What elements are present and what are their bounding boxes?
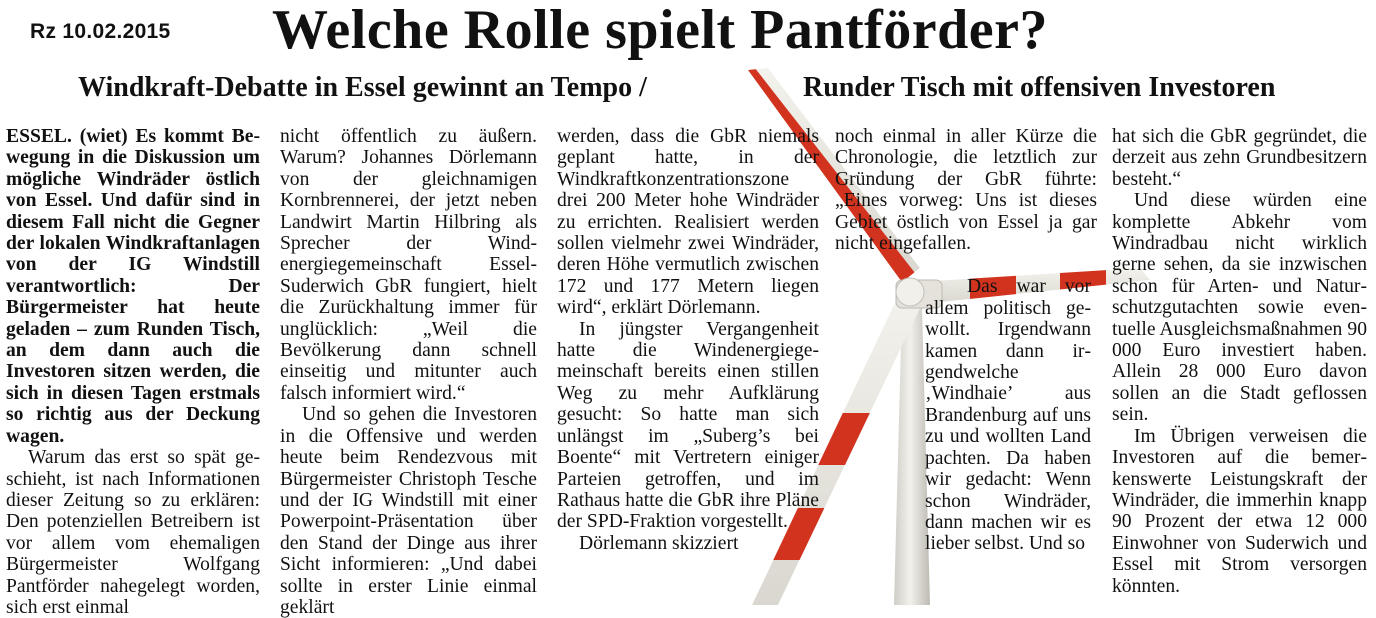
article-paragraph: Dörlemann skizziert: [579, 532, 739, 554]
article-column-5: [1112, 126, 1367, 597]
article-paragraph: Und so gehen die Investoren in die Offensive und werden heute beim Rendezvous mit Bürgermeister Christoph Tesche und der IG Windstill mit einer Powerpoint-Präsentation über den Stand der Dinge aus ihrer Sicht informieren: „Und dabei sollte in erster Linie einmal geklärt: [280, 404, 537, 618]
article-column-4: [835, 126, 1097, 555]
article-paragraph: In jüngster Vergangenheit hatte die Windenergiegemeinschaft bereits einen stillen Weg zu mehr Aufklärung gesucht: So hatte man sich unlängst im „Suberg’s bei Boente“ mit Vertretern einiger Parteien getroffen, und im Rathaus hatte die GbR ihre Pläne der SPD-Fraktion vorgestellt.: [557, 318, 819, 533]
article-column-1: [6, 126, 260, 618]
article-paragraph: noch einmal in aller Kürze die Chronologie, die letztlich zur Gründung der GbR führte: „Eines vorweg: Uns ist dieses Gebiet östlich von Essel ja gar nicht eingefallen.: [835, 126, 1097, 255]
article-column-2: [280, 126, 537, 618]
subheadline-left: Windkraft-Debatte in Essel gewinnt an Tempo /: [78, 72, 647, 103]
subheadline-right: Runder Tisch mit offensiven Investoren: [803, 72, 1276, 103]
article-paragraph: Im Übrigen verweisen die Investoren auf die bemerkenswerte Leistungskraft der Windräder, die immerhin knapp 90 Prozent der etwa 12 000 Einwohner von Suderwich und Essel mit Strom versorgen könnten.: [1112, 425, 1367, 597]
article-paragraph: Warum das erst so spät geschieht, ist nach Informationen dieser Zeitung so zu erklären: Den potenziellen Betreibern ist vor allem vom ehemaligen Bürgermeister Wolfgang Pantförder nahegelegt worden, sich erst einmal: [6, 447, 260, 618]
article-paragraph: Und diese würden eine komplette Abkehr vom Windradbau nicht wirklich gerne sehen, da sie inzwischen schon für Arten- und Naturschutzgutachten sowie eventuelle Ausgleichsmaßnahmen 90 000 Euro investiert haben. Allein 28 000 Euro davon sollen an die Stadt geflossen sein.: [1112, 190, 1367, 426]
dateline: Rz 10.02.2015: [30, 20, 171, 43]
headline: Welche Rolle spielt Pantförder?: [272, 0, 1049, 61]
article-paragraph: Das war vor allem politisch gewollt. Irgendwann kamen dann irgendwelche ‚Windhaie’ aus Brandenburg auf uns zu und wollten Land pachten. Da haben wir gedacht: Wenn schon Windräder, dann machen wir es lieber selbst. Und so: [925, 276, 1091, 555]
article-column-3: [557, 126, 819, 554]
article-paragraph: hat sich die GbR gegründet, die derzeit aus zehn Grundbesitzern besteht.“: [1112, 126, 1367, 190]
article-paragraph: nicht öffentlich zu äußern. Warum? Johannes Dörlemann von der gleichnamigen Kornbrennerei, der jetzt neben Landwirt Martin Hilbring als Sprecher der Windenergiegemeinschaft Essel-Suderwich GbR fungiert, hielt die Zurückhaltung immer für unglücklich: „Weil die Bevölkerung dann schnell einseitig und mitunter auch falsch informiert wird.“: [280, 126, 537, 404]
article-lead: ESSEL. (wiet) Es kommt Bewegung in die Diskussion um mögliche Windräder östlich von Essel. Und dafür sind in diesem Fall nicht die Gegner der lokalen Windkraftanlagen von der IG Windstill verantwortlich: Der Bürgermeister hat heute geladen – zum Runden Tisch, an dem dann auch die Investoren sitzen werden, die sich in diesen Tagen erstmals so richtig aus der Deckung wagen.: [6, 126, 260, 447]
article-paragraph: werden, dass die GbR niemals geplant hatte, in der Windkraftkonzentrationszone drei 200 Meter hohe Windräder zu errichten. Realisiert werden sollen vielmehr zwei Windräder, deren Höhe vermutlich zwischen 172 und 177 Metern liegen wird“, erklärt Dörlemann.: [557, 126, 819, 319]
